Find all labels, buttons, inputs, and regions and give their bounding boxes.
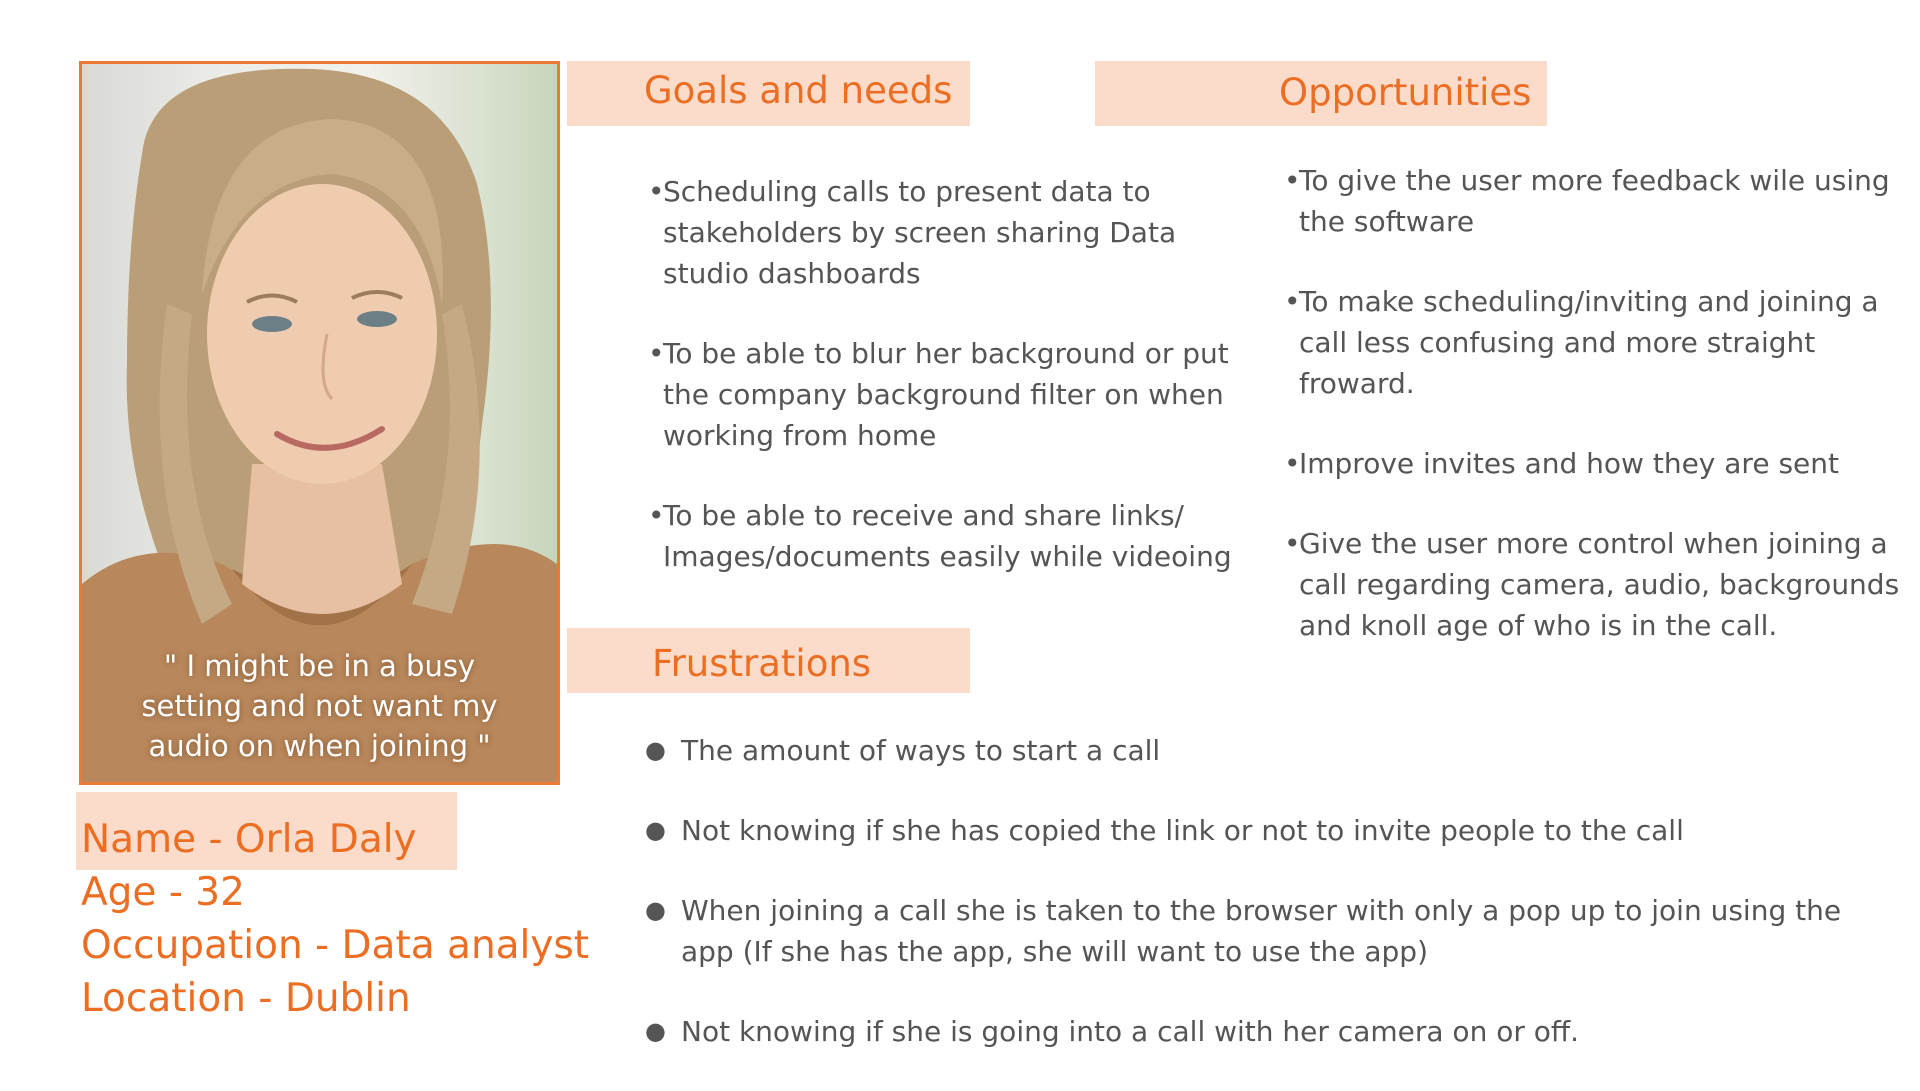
persona-info: [81, 813, 589, 1025]
persona-name: Name - Orla Daly: [81, 817, 417, 862]
list-item: • To be able to receive and share links/ Images/documents easily while videoing: [648, 495, 1248, 577]
bullet-icon: •: [648, 499, 665, 532]
goals-list: [648, 171, 1248, 616]
list-item: • Give the user more control when joining a call regarding camera, audio, backgrounds and knoll age of who is in the call.: [1284, 523, 1904, 646]
persona-photo: [79, 61, 560, 785]
goals-heading: Goals and needs: [644, 69, 953, 112]
bullet-icon: •: [1284, 447, 1301, 480]
list-item: ● When joining a call she is taken to the browser with only a pop up to join using the app (If she has the app, she will want to use the app): [645, 890, 1845, 972]
list-item: ● Not knowing if she has copied the link or not to invite people to the call: [645, 810, 1845, 851]
bullet-icon: ●: [645, 736, 666, 764]
list-item: • Improve invites and how they are sent: [1284, 443, 1904, 484]
list-item: • To be able to blur her background or put the company background filter on when working from home: [648, 333, 1248, 456]
persona-occupation: Occupation - Data analyst: [81, 923, 590, 968]
bullet-icon: ●: [645, 1017, 666, 1045]
list-item: ● Not knowing if she is going into a call with her camera on or off.: [645, 1011, 1845, 1052]
list-item: • To give the user more feedback wile using the software: [1284, 160, 1904, 242]
list-item: • Scheduling calls to present data to stakeholders by screen sharing Data studio dashboards: [648, 171, 1248, 294]
bullet-icon: ●: [645, 896, 666, 924]
bullet-icon: •: [1284, 285, 1301, 318]
persona-location: Location - Dublin: [81, 976, 411, 1021]
bullet-icon: •: [648, 175, 665, 208]
bullet-icon: •: [1284, 164, 1301, 197]
bullet-icon: •: [648, 337, 665, 370]
bullet-icon: •: [1284, 527, 1301, 560]
opportunities-heading: Opportunities: [1279, 71, 1532, 114]
list-item: ● The amount of ways to start a call: [645, 730, 1845, 771]
persona-age: Age - 32: [81, 870, 245, 915]
list-item: • To make scheduling/inviting and joining a call less confusing and more straight froward.: [1284, 281, 1904, 404]
persona-quote: " I might be in a busy setting and not want my audio on when joining ": [141, 649, 498, 763]
frustrations-list: [645, 730, 1845, 1091]
bullet-icon: ●: [645, 816, 666, 844]
opportunities-list: [1284, 160, 1904, 685]
frustrations-heading: Frustrations: [652, 642, 872, 685]
